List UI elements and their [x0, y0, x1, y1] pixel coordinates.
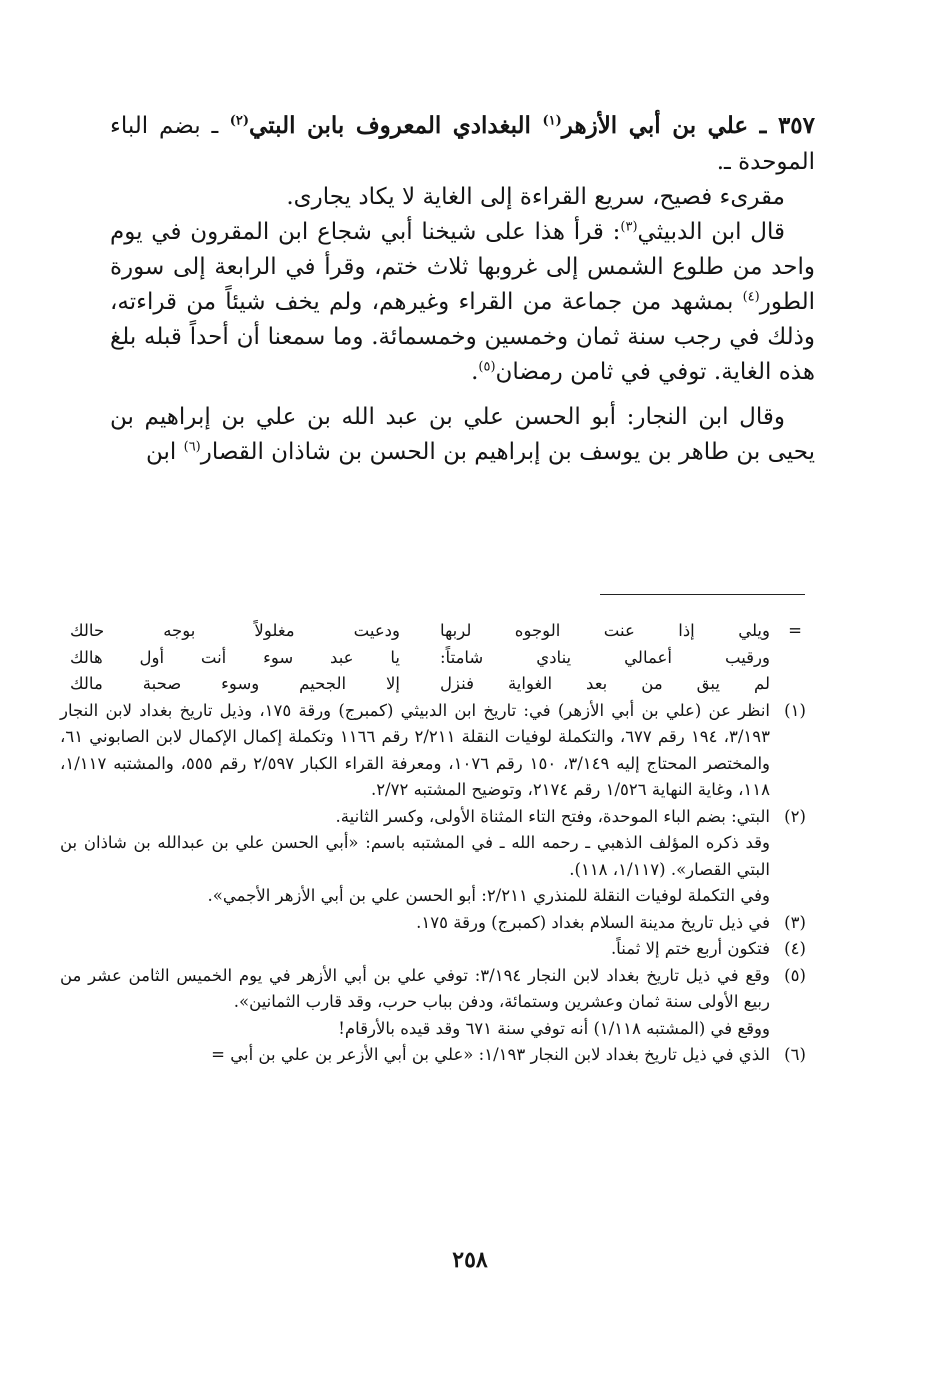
- entry-name-part1: علي بن أبي الأزهر: [561, 112, 749, 139]
- footnote-text: ووقع في (المشتبه ١/١١٨) أنه توفي سنة ٦٧١ وقد قيده بالأرقام!: [338, 1018, 770, 1038]
- footnote-item: [60, 804, 820, 831]
- poem-block: [60, 618, 820, 698]
- footnote-item: [60, 698, 820, 804]
- footnote-text: وفي التكملة لوفيات النقلة للمنذري ٢/٢١١: أبو الحسن علي بن أبي الأزهر الأجمي».: [207, 886, 770, 905]
- footnote-item: [60, 830, 820, 883]
- page-number: ٢٥٨: [452, 1247, 488, 1273]
- footnote-number: (٦): [784, 1045, 806, 1064]
- footnote-item: [60, 883, 820, 910]
- entry-number: ٣٥٧: [777, 112, 815, 139]
- paragraph-2-mid: : قرأ هذا على شيخنا أبي شجاع ابن المقرون في يوم واحد من طلوع الشمس إلى غروبها ثلاث ختم، وقرأ في الرابعة إلى سورة الطور: [110, 219, 815, 315]
- footnotes: [60, 618, 820, 1069]
- poem-continuation-marker: =: [788, 621, 802, 640]
- footnote-number: (٣): [784, 912, 806, 932]
- footnote-ref-6[interactable]: (٦): [183, 439, 201, 455]
- footnote-number: (٥): [784, 965, 806, 985]
- main-text: [110, 108, 815, 470]
- footnote-item: [60, 1016, 820, 1043]
- paragraph-2: قال ابن الدبيثي$^{(٣)}$: قرأ هذا على شيخنا أبي شجاع ابن المقرون في يوم واحد من طلوع الشمس إلى غروبها ثلاث ختم، وقرأ في الرابعة إلى سورة الطور$^{(٤)}$ بمشهد من جماعة من القراء وغيرهم، ولم يخف شيئاً من قراءته، وذلك في رجب سنة ثمان وخمسين وخمسمائة. وما سمعنا أن أحداً قبله بلغ هذه الغاية. توفي في ثامن رمضان$^{(٥)}$.: [110, 219, 815, 385]
- paragraph-3-end: ابن: [145, 439, 177, 465]
- poem-hemistich: لم يبق من بعد الغواية فنزل: [440, 674, 770, 693]
- paragraph-3: [110, 400, 815, 470]
- poem-verse: [60, 618, 770, 645]
- footnote-ref-2[interactable]: (٢): [229, 113, 250, 129]
- footnote-text: فتكون أربع ختم إلا ثمناً.: [610, 939, 770, 958]
- poem-verse: [60, 645, 770, 672]
- poem-hemistich: إلا الجحيم وسوء صحبة مالك: [70, 674, 400, 693]
- footnote-number: (١): [784, 700, 806, 720]
- paragraph-2-start: قال ابن الدبيثي: [637, 219, 785, 245]
- footnote-text: الذي في ذيل تاريخ بغداد لابن النجار ١/١٩٣: «علي بن أبي الأزعر بن علي بن أبي =: [211, 1045, 770, 1064]
- footnote-item: [60, 1042, 820, 1069]
- footnote-ref-5[interactable]: (٥): [478, 359, 496, 375]
- paragraph-2-end: بمشهد من جماعة من القراء وغيرهم، ولم يخف شيئاً من قراءته، وذلك في رجب سنة ثمان وخمسين وخمسمائة. وما سمعنا أن أحداً قبله بلغ هذه الغاية. توفي في ثامن رمضان: [110, 289, 815, 385]
- footnote-separator: [600, 594, 805, 595]
- footnote-text: وقد ذكره المؤلف الذهبي ـ رحمه الله ـ في المشتبه باسم: «أبي الحسن علي بن عبدالله بن شاذان بن البتي القصار». (١/١١٧، ١١٨).: [60, 833, 770, 879]
- footnote-text: البتي: بضم الباء الموحدة، وفتح التاء المثناة الأولى، وكسر الثانية.: [335, 806, 770, 826]
- entry-name-part2: البغدادي المعروف بابن البتي: [249, 112, 531, 139]
- footnote-item: [60, 910, 820, 937]
- entry-note: ـ بضم الباء الموحدة ـ.: [110, 113, 815, 175]
- paragraph-3-start: وقال ابن النجار: أبو الحسن علي بن عبد الله بن علي بن إبراهيم بن يحيى بن طاهر بن يوسف بن إبراهيم بن الحسن بن شاذان القصار: [110, 404, 815, 465]
- poem-hemistich: ويلي إذا عنت الوجوه لربها: [440, 621, 770, 640]
- footnote-item: [60, 936, 820, 963]
- poem-hemistich: يا عبد سوء أنت أول هالك: [70, 647, 400, 667]
- footnote-ref-3[interactable]: (٣): [620, 219, 638, 235]
- footnote-ref-1[interactable]: (١): [542, 113, 562, 129]
- entry-heading: ٣٥٧ ـ علي بن أبي الأزهر$^{(١)}$ البغدادي المعروف بابن البتي$^{(٢)}$ ـ بضم الباء الموحدة ـ.: [110, 112, 815, 175]
- footnote-text: في ذيل تاريخ مدينة السلام بغداد (كمبرج) ورقة ١٧٥.: [416, 912, 770, 932]
- poem-hemistich: ورقيب أعمالي ينادي شامتاً:: [440, 647, 770, 667]
- footnote-ref-4[interactable]: (٤): [742, 289, 760, 305]
- footnote-text: وقع في ذيل تاريخ بغداد لابن النجار ٣/١٩٤: توفي علي بن أبي الأزهر في يوم الخميس الثامن عشر من ربيع الأولى سنة ثمان وعشرين وستمائة، ودفن بباب حرب، وقد قارب الثمانين».: [60, 965, 770, 1011]
- footnote-number: (٢): [784, 806, 806, 826]
- poem-hemistich: ودعيت مغلولاً بوجه حالك: [70, 621, 400, 640]
- footnote-item: [60, 963, 820, 1016]
- footnote-number: (٤): [784, 939, 806, 958]
- poem-verse: [60, 671, 770, 698]
- footnote-text: انظر عن (علي بن أبي الأزهر) في: تاريخ ابن الدبيثي (كمبرج) ورقة ١٧٥، وذيل تاريخ بغداد لابن النجار ٣/١٩٣، ١٩٤ رقم ٦٧٧، والتكملة لوفيات النقلة ٢/٢١١ رقم ١١٦٦ وتكملة إكمال الإكمال لابن الصابوني ٦١، والمختصر المحتاج إليه ٣/١٤٩، ١٥٠ رقم ١٠٧٦، ومعرفة القراء الكبار ٢/٥٩٧ رقم ٥٥٥، والمشتبه ١/١١٧، ١١٨، وغاية النهاية ١/٥٢٦ رقم ٢١٧٤، وتوضيح المشتبه ٢/٧٢.: [60, 700, 771, 799]
- paragraph-1: مقرىء فصيح، سريع القراءة إلى الغاية لا يكاد يجارى.: [286, 184, 785, 210]
